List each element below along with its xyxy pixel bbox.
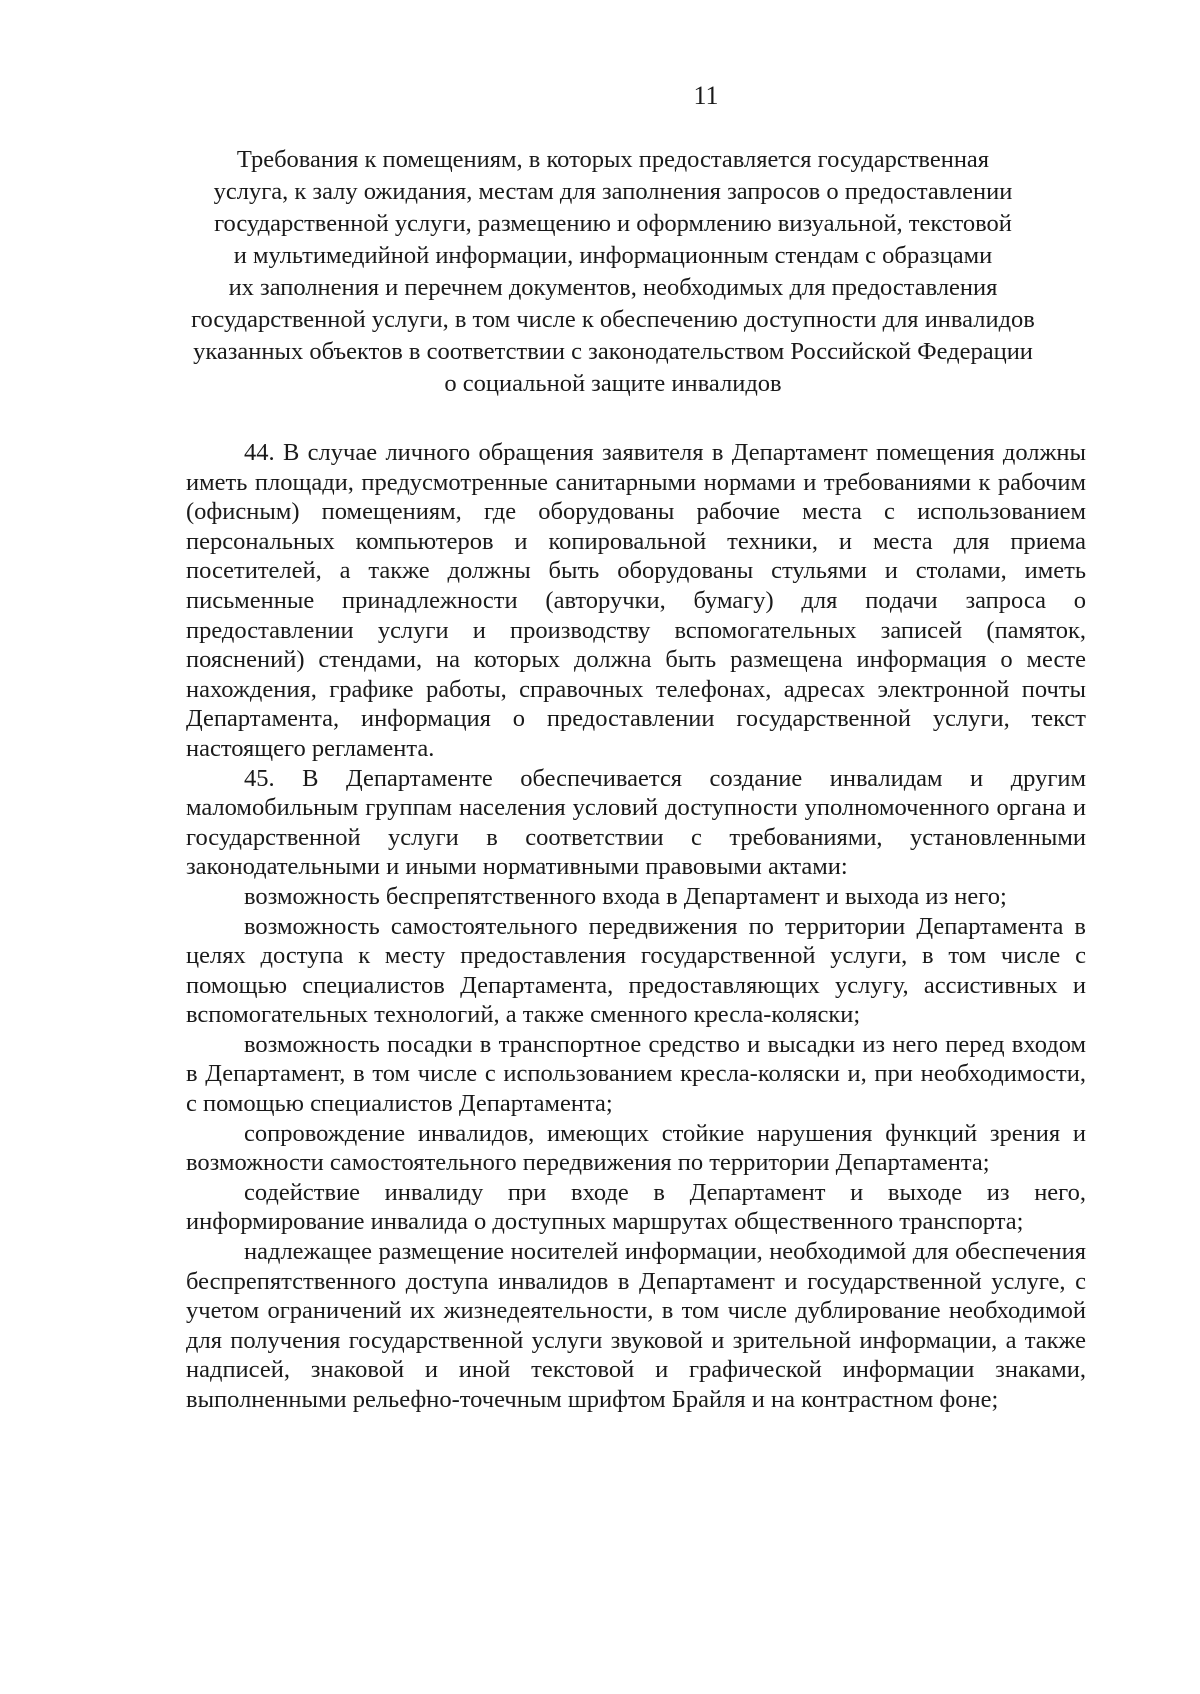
list-item: надлежащее размещение носителей информации, необходимой для обеспечения беспрепятственного доступа инвалидов в Департамент и государственной услуге, с учетом ограничений их жизнедеятельности, в том числе дублирование необходимой для получения государственной услуги звуковой и зрительной информации, а также надписей, знаковой и иной текстовой и графической информации знаками, выполненными рельефно-точечным шрифтом Брайля и на контрастном фоне;	[186, 1238, 1086, 1413]
paragraph-44: 44. В случае личного обращения заявителя в Департамент помещения должны иметь площади, предусмотренные санитарными нормами и требованиями к рабочим (офисным) помещениям, где оборудованы рабочие места с использованием персональных компьютеров и копировальной техники, и места для приема посетителей, а также должны быть оборудованы стульями и столами, иметь письменные принадлежности (авторучки, бумагу) для подачи запроса о предоставлении услуги и производству вспомогательных записей (памяток, пояснений) стендами, на которых должна быть размещена информация о месте нахождения, графике работы, справочных телефонах, адресах электронной почты Департамента, информация о предоставлении государственной услуги, текст настоящего регламента.	[186, 439, 1086, 762]
list-item: возможность посадки в транспортное средство и высадки из него перед входом в Департамент, в том числе с использованием кресла-коляски и, при необходимости, с помощью специалистов Департамента;	[186, 1030, 1086, 1118]
heading-line: государственной услуги, в том числе к обеспечению доступности для инвалидов	[191, 306, 1035, 333]
list-item: возможность самостоятельного передвижения по территории Департамента в целях доступа к месту предоставления государственной услуги, в том числе с помощью специалистов Департамента, предоставляющих услугу, ассистивных и вспомогательных технологий, а также сменного кресла-коляски;	[186, 912, 1086, 1029]
heading-line: Требования к помещениям, в которых предоставляется государственная	[236, 146, 990, 173]
heading-line: и мультимедийной информации, информационным стендам с образцами	[233, 242, 993, 269]
paragraph-45: 45. В Департаменте обеспечивается создание инвалидам и другим маломобильным группам населения условий доступности уполномоченного органа и государственной услуги в соответствии с требованиями, установленными законодательными и иными нормативными правовыми актами:	[186, 764, 1086, 881]
page-number: 11	[693, 81, 719, 110]
heading-line: о социальной защите инвалидов	[444, 370, 782, 397]
heading-line: их заполнения и перечнем документов, необходимых для предоставления	[228, 274, 998, 301]
section-heading	[168, 144, 1058, 400]
list-item: возможность беспрепятственного входа в Департамент и выхода из него;	[244, 882, 1007, 910]
list-item: сопровождение инвалидов, имеющих стойкие нарушения функций зрения и возможности самостоятельного передвижения по территории Департамента;	[186, 1119, 1086, 1177]
heading-line: услуга, к залу ожидания, местам для заполнения запросов о предоставлении	[213, 178, 1013, 205]
heading-line: указанных объектов в соответствии с законодательством Российской Федерации	[193, 338, 1033, 365]
list-item: содействие инвалиду при входе в Департамент и выходе из него, информирование инвалида о доступных маршрутах общественного транспорта;	[186, 1178, 1086, 1236]
document-body	[186, 438, 1086, 1415]
heading-line: государственной услуги, размещению и оформлению визуальной, текстовой	[214, 210, 1012, 237]
